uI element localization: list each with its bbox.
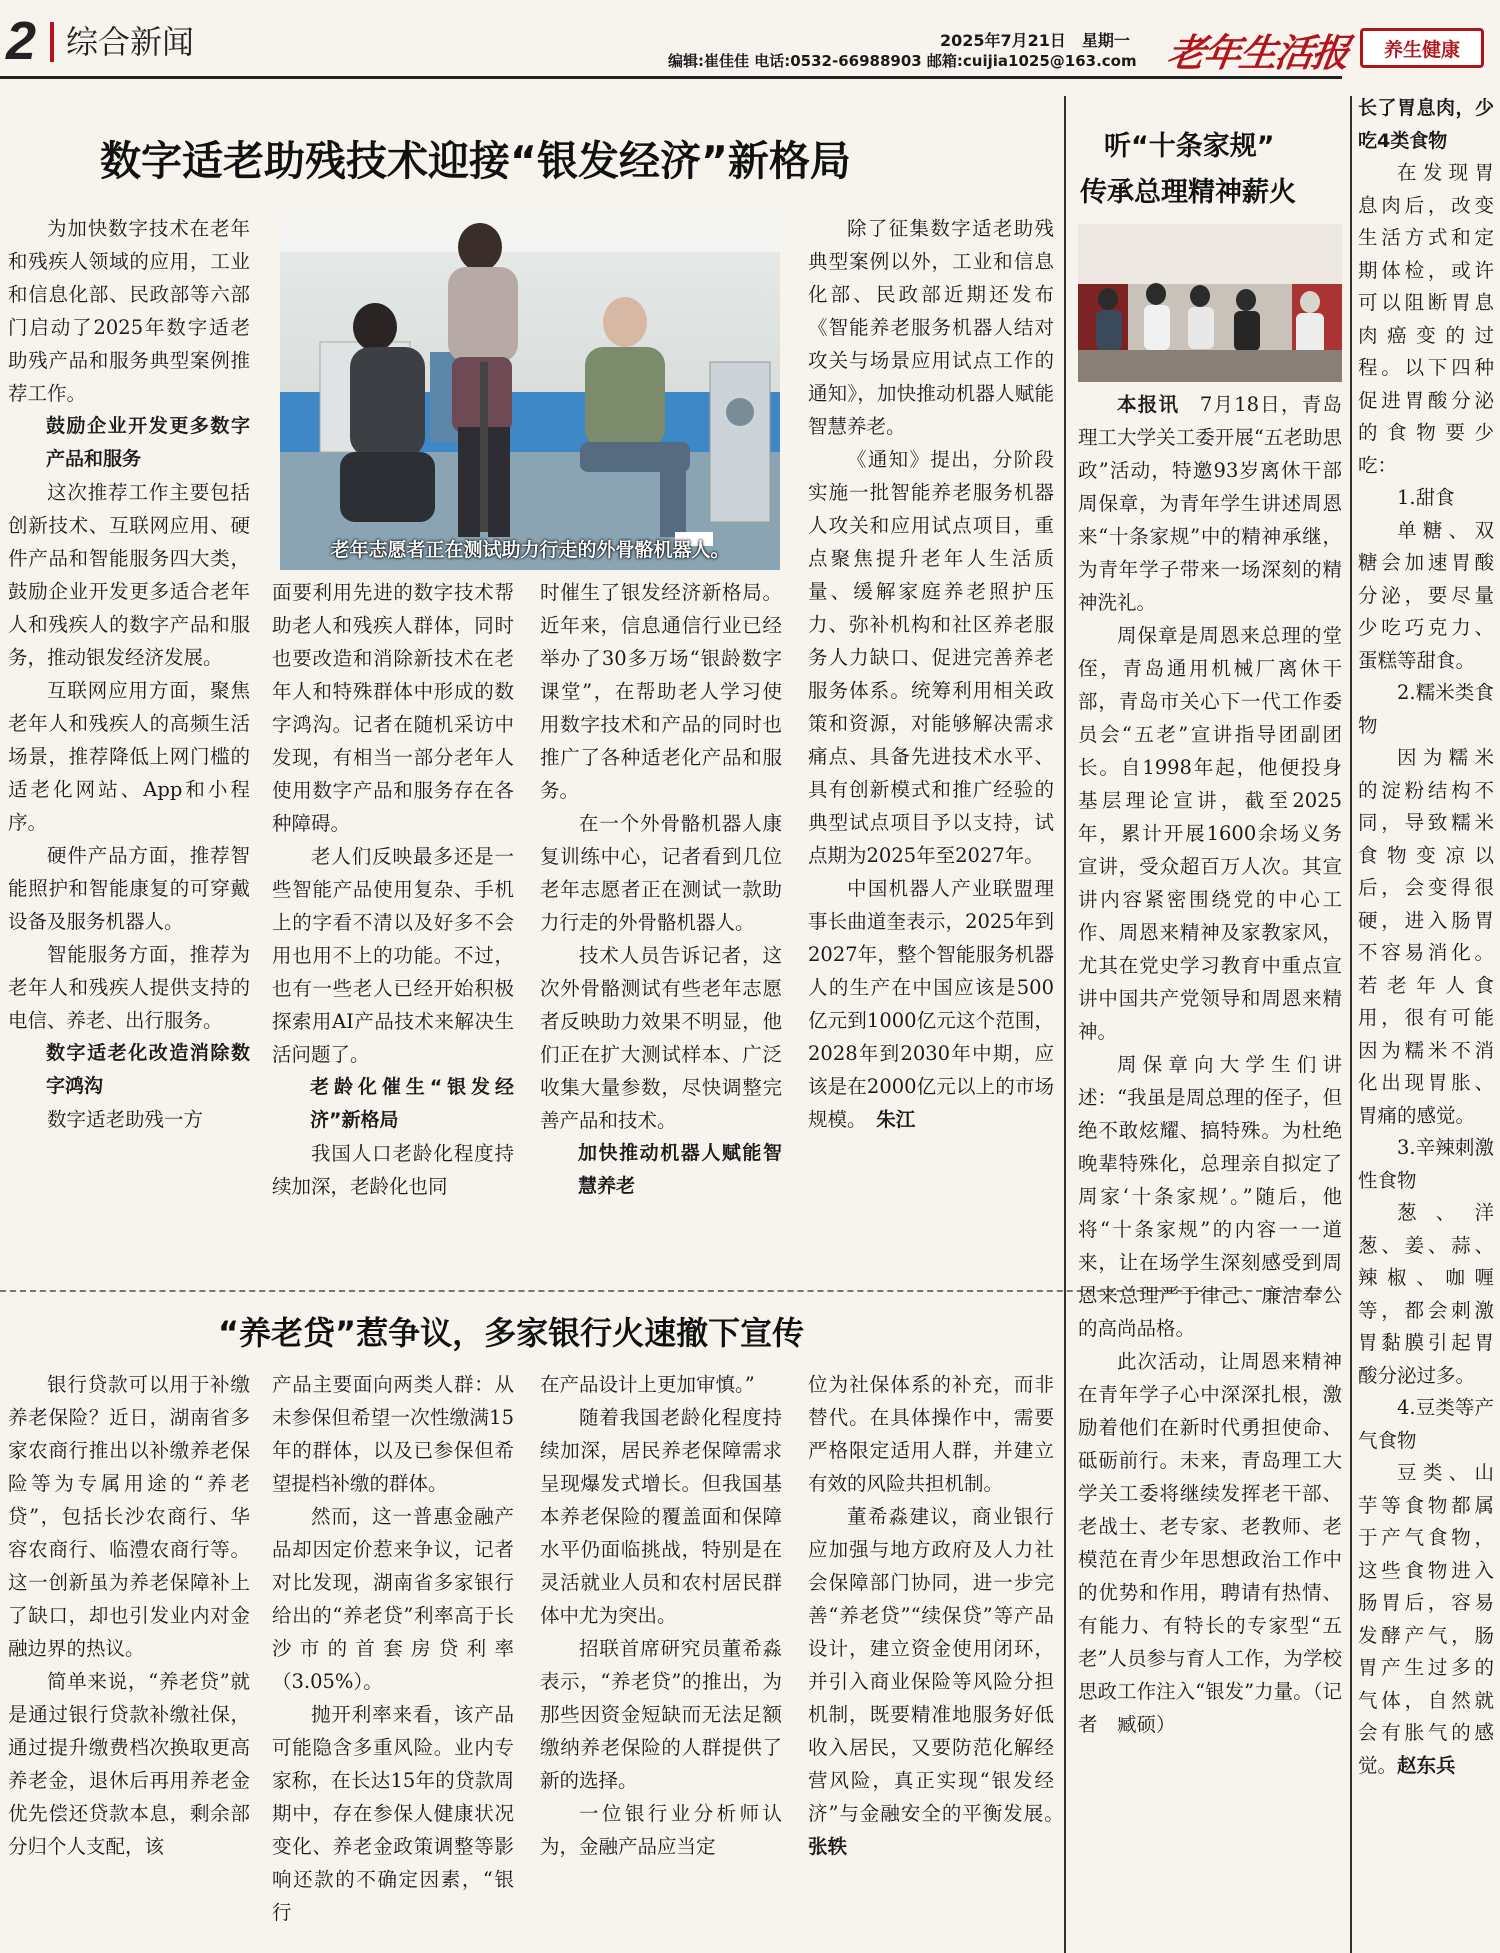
- article1-col1: [8, 212, 250, 1260]
- article1-title: 数字适老助残技术迎接“银发经济”新格局: [100, 137, 851, 185]
- paragraph: 银行贷款可以用于补缴养老保险？近日，湖南省多家农商行推出以补缴养老保险等为专属用途的“养老贷”，包括长沙农商行、华容农商行、临澧农商行等。这一创新虽为养老保障补上了缺口，却也引发业内对金融边界的热议。: [8, 1373, 250, 1660]
- paragraph: 我国人口老龄化程度持续加深，老龄化也同: [272, 1142, 514, 1198]
- paragraph: 为加快数字技术在老年和残疾人领域的应用，工业和信息化部、民政部等六部门启动了2025年数字适老助残产品和服务典型案例推荐工作。: [8, 217, 250, 405]
- paragraph: [808, 872, 1054, 1136]
- editor-info: 编辑:崔佳佳 电话:0532-66988903 邮箱:cuijia1025@163.com: [668, 52, 1137, 70]
- paragraph: 数字适老助残一方: [47, 1108, 204, 1131]
- photo-illustration: [280, 212, 780, 570]
- paragraph: [1358, 1457, 1494, 1782]
- paragraph: 抛开利率来看，该产品可能隐含多重风险。业内专家称，在长达15年的贷款周期中，存在参保人健康状况变化、养老金政策调整等影响还款的不确定因素，“银行: [272, 1703, 514, 1924]
- page-number: 2: [6, 11, 37, 71]
- subheading: 鼓励企业开发更多数字产品和服务: [46, 415, 250, 470]
- article1-col4: [808, 212, 1054, 1260]
- article3-title-line2: 传承总理精神薪火: [1080, 177, 1296, 208]
- paragraph: 硬件产品方面，推荐智能照护和智能康复的可穿戴设备及服务机器人。: [8, 844, 250, 933]
- article1-col2: [272, 576, 514, 1260]
- subheading: 数字适老化改造消除数字鸿沟: [46, 1042, 250, 1097]
- health-item-heading: 1.甜食: [1397, 486, 1455, 509]
- article3-body: [1078, 388, 1342, 1953]
- paragraph: 老人们反映最多还是一些智能产品使用复杂、手机上的字看不清以及好多不会用也用不上的功能。不过，也有一些老人已经开始积极探索用AI产品技术来解决生活问题了。: [272, 845, 514, 1066]
- paragraph: 在产品设计上更加审慎。”: [540, 1373, 755, 1396]
- paragraph: 智能服务方面，推荐为老年人和残疾人提供支持的电信、养老、出行服务。: [8, 943, 250, 1032]
- paragraph: 除了征集数字适老助残典型案例以外，工业和信息化部、民政部近期还发布《智能养老服务机器人结对攻关与场景应用试点工作的通知》，加快推动机器人赋能智慧养老。: [808, 217, 1054, 438]
- paragraph: 在发现胃息肉后，改变生活方式和定期体检，或许可以阻断胃息肉癌变的过程。以下四种促进胃酸分泌的食物要少吃：: [1358, 161, 1494, 477]
- subheading: 加快推动机器人赋能智慧养老: [578, 1142, 782, 1197]
- exoskeleton-photo: [280, 212, 780, 570]
- paragraph-text: 豆类、山芋等食物都属于产气食物，这些食物进入肠胃后，容易发酵产气，肠胃产生过多的气体，自然就会有胀气的感觉。: [1358, 1461, 1494, 1777]
- article2-col3: [540, 1368, 782, 1953]
- health-item-heading: 3.辛辣刺激性食物: [1358, 1136, 1494, 1192]
- paragraph: 产品主要面向两类人群：从未参保但希望一次性缴满15年的群体，以及已参保但希望提档补缴的群体。: [272, 1373, 514, 1495]
- paragraph: 技术人员告诉记者，这次外骨骼测试有些老年志愿者反映助力效果不明显，他们正在扩大测试样本、广泛收集大量参数，尽快调整完善产品和技术。: [540, 944, 782, 1132]
- paragraph: 葱、洋葱、姜、蒜、辣椒、咖喱等，都会刺激胃黏膜引起胃酸分泌过多。: [1358, 1201, 1494, 1387]
- column-divider: [1064, 96, 1066, 1953]
- paragraph: [808, 1500, 1054, 1863]
- paragraph: 随着我国老龄化程度持续加深，居民养老保障需求呈现爆发式增长。但我国基本养老保险的覆盖面和保障水平仍面临挑战，特别是在灵活就业人员和农村居民群体中尤为突出。: [540, 1406, 782, 1627]
- paragraph-text: 7月18日，青岛理工大学关工委开展“五老助思政”活动，特邀93岁离休干部周保章，为青年学生讲述周恩来“十条家规”中的精神承继，为青年学子带来一场深刻的精神洗礼。: [1078, 393, 1342, 614]
- health-item-heading: 4.豆类等产气食物: [1358, 1396, 1494, 1452]
- paragraph: 此次活动，让周恩来精神在青年学子心中深深扎根，激励着他们在新时代勇担使命、砥砺前行。未来，青岛理工大学关工委将继续发挥老干部、老战士、老专家、老教师、老模范在青少年思想政治工作中的优势和作用，聘请有热情、有能力、有特长的专家型“五老”人员参与育人工作，为学校思政工作注入“银发”力量。（记者 臧硕）: [1078, 1350, 1342, 1736]
- article1-col3: [540, 576, 782, 1260]
- paragraph: 位为社保体系的补充，而非替代。在具体操作中，需要严格限定适用人群，并建立有效的风险共担机制。: [808, 1373, 1054, 1495]
- header-rule: [0, 76, 1342, 79]
- paragraph: 面要利用先进的数字技术帮助老人和残疾人群体，同时也要改造和消除新技术在老年人和特殊群体中形成的数字鸿沟。记者在随机采访中发现，有相当一部分老年人使用数字产品和服务存在各种障碍。: [272, 581, 514, 835]
- paragraph-text: 中国机器人产业联盟理事长曲道奎表示，2025年到2027年，整个智能服务机器人的生产在中国应该是500亿元到1000亿元这个范围，2028年到2030年中期，应该是在2000亿元以上的市场规模。: [808, 877, 1054, 1131]
- paragraph: 在一个外骨骼机器人康复训练中心，记者看到几位老年志愿者正在测试一款助力行走的外骨骼机器人。: [540, 812, 782, 934]
- article2-col1: [8, 1368, 250, 1953]
- article2-col2: [272, 1368, 514, 1953]
- paragraph: [1078, 388, 1342, 619]
- paragraph: 这次推荐工作主要包括创新技术、互联网应用、硬件产品和智能服务四大类，鼓励企业开发更多适合老年人和残疾人的数字产品和服务，推动银发经济发展。: [8, 481, 250, 669]
- paragraph: 时催生了银发经济新格局。近年来，信息通信行业已经举办了30多万场“银龄数字课堂”，在帮助老人学习使用数字技术和产品的同时也推广了各种适老化产品和服务。: [540, 581, 782, 802]
- column-divider: [1350, 96, 1352, 1953]
- article3-title-line1: 听“十条家规”: [1104, 131, 1275, 162]
- paragraph: 互联网应用方面，聚焦老年人和残疾人的高频生活场景，推荐降低上网门槛的适老化网站、App和小程序。: [8, 679, 250, 834]
- health-intro: 长了胃息肉，少吃4类食物: [1358, 97, 1494, 152]
- paragraph-text: 董希淼建议，商业银行应加强与地方政府及人力社会保障部门协同，进一步完善“养老贷”“续保贷”等产品设计，建立资金使用闭环，并引入商业保险等风险分担机制，既要精准地服务好低收入居民，又要防范化解经营风险，真正实现“银发经济”与金融安全的平衡发展。: [808, 1505, 1054, 1825]
- photo-caption: 老年志愿者正在测试助力行走的外骨骼机器人。: [330, 539, 730, 561]
- paragraph: 周保章向大学生们讲述：“我虽是周总理的侄子，但绝不敢炫耀、搞特殊。为杜绝晚辈特殊化，总理亲自拟定了周家‘十条家规’。”随后，他将“十条家规”的内容一一道来，让在场学生深刻感受到周恩来总理严于律己、廉洁奉公的高尚品格。: [1078, 1053, 1342, 1340]
- header-divider-bar: [50, 22, 54, 62]
- article1-author: 朱江: [876, 1108, 916, 1131]
- article2-title: “养老贷”惹争议，多家银行火速撤下宣传: [218, 1314, 805, 1352]
- health-body: [1358, 92, 1494, 1953]
- masthead-logo: 老年生活报: [1164, 30, 1351, 75]
- paragraph: 《通知》提出，分阶段实施一批智能养老服务机器人攻关和应用试点项目，重点聚焦提升老年人生活质量、缓解家庭养老照护压力、弥补机构和社区养老服务人力缺口、促进完善养老服务体系。统筹利用相关政策和资源，对能够解决需求痛点、具备先进技术水平、具有创新模式和推广经验的典型试点项目予以支持，试点期为2025年至2027年。: [808, 448, 1054, 867]
- paragraph: 周保章是周恩来总理的堂侄，青岛通用机械厂离休干部，青岛市关心下一代工作委员会“五老”宣讲指导团副团长。自1998年起，他便投身基层理论宣讲，截至2025年，累计开展1600余场义务宣讲，受众超百万人次。其宣讲内容紧密围绕党的中心工作、周恩来精神及家教家风，尤其在党史学习教育中重点宣讲中国共产党领导和周恩来精神。: [1078, 624, 1342, 1043]
- section-title: 综合新闻: [66, 23, 195, 61]
- paragraph: 因为糯米的淀粉结构不同，导致糯米食物变凉以后，会变得很硬，进入肠胃不容易消化。若老年人食用，很有可能因为糯米不消化出现胃胀、胃痛的感觉。: [1358, 746, 1494, 1127]
- health-author: 赵东兵: [1397, 1753, 1456, 1777]
- paragraph: 单糖、双糖会加速胃酸分泌，要尽量少吃巧克力、蛋糕等甜食。: [1358, 518, 1494, 672]
- article2-author: 张轶: [808, 1835, 848, 1858]
- lecture-photo: [1078, 224, 1342, 382]
- article3-lead: 本报讯: [1117, 393, 1180, 416]
- health-column-tag: 养生健康: [1360, 28, 1484, 68]
- paragraph: 招联首席研究员董希淼表示，“养老贷”的推出，为那些因资金短缺而无法足额缴纳养老保险的人群提供了新的选择。: [540, 1637, 782, 1792]
- subheading: 老龄化催生“银发经济”新格局: [310, 1076, 514, 1131]
- photo-illustration: [1078, 224, 1342, 382]
- paragraph: 然而，这一普惠金融产品却因定价惹来争议，记者对比发现，湖南省多家银行给出的“养老贷”利率高于长沙市的首套房贷利率（3.05%）。: [272, 1505, 514, 1693]
- issue-date: 2025年7月21日 星期一: [940, 31, 1130, 50]
- article2-col4: [808, 1368, 1054, 1953]
- health-item-heading: 2.糯米类食物: [1358, 681, 1494, 737]
- paragraph: 一位银行业分析师认为，金融产品应当定: [540, 1802, 782, 1858]
- paragraph: 简单来说，“养老贷”就是通过银行贷款补缴社保，通过提升缴费档次换取更高养老金，退休后再用养老金优先偿还贷款本息，剩余部分归个人支配，该: [8, 1670, 250, 1858]
